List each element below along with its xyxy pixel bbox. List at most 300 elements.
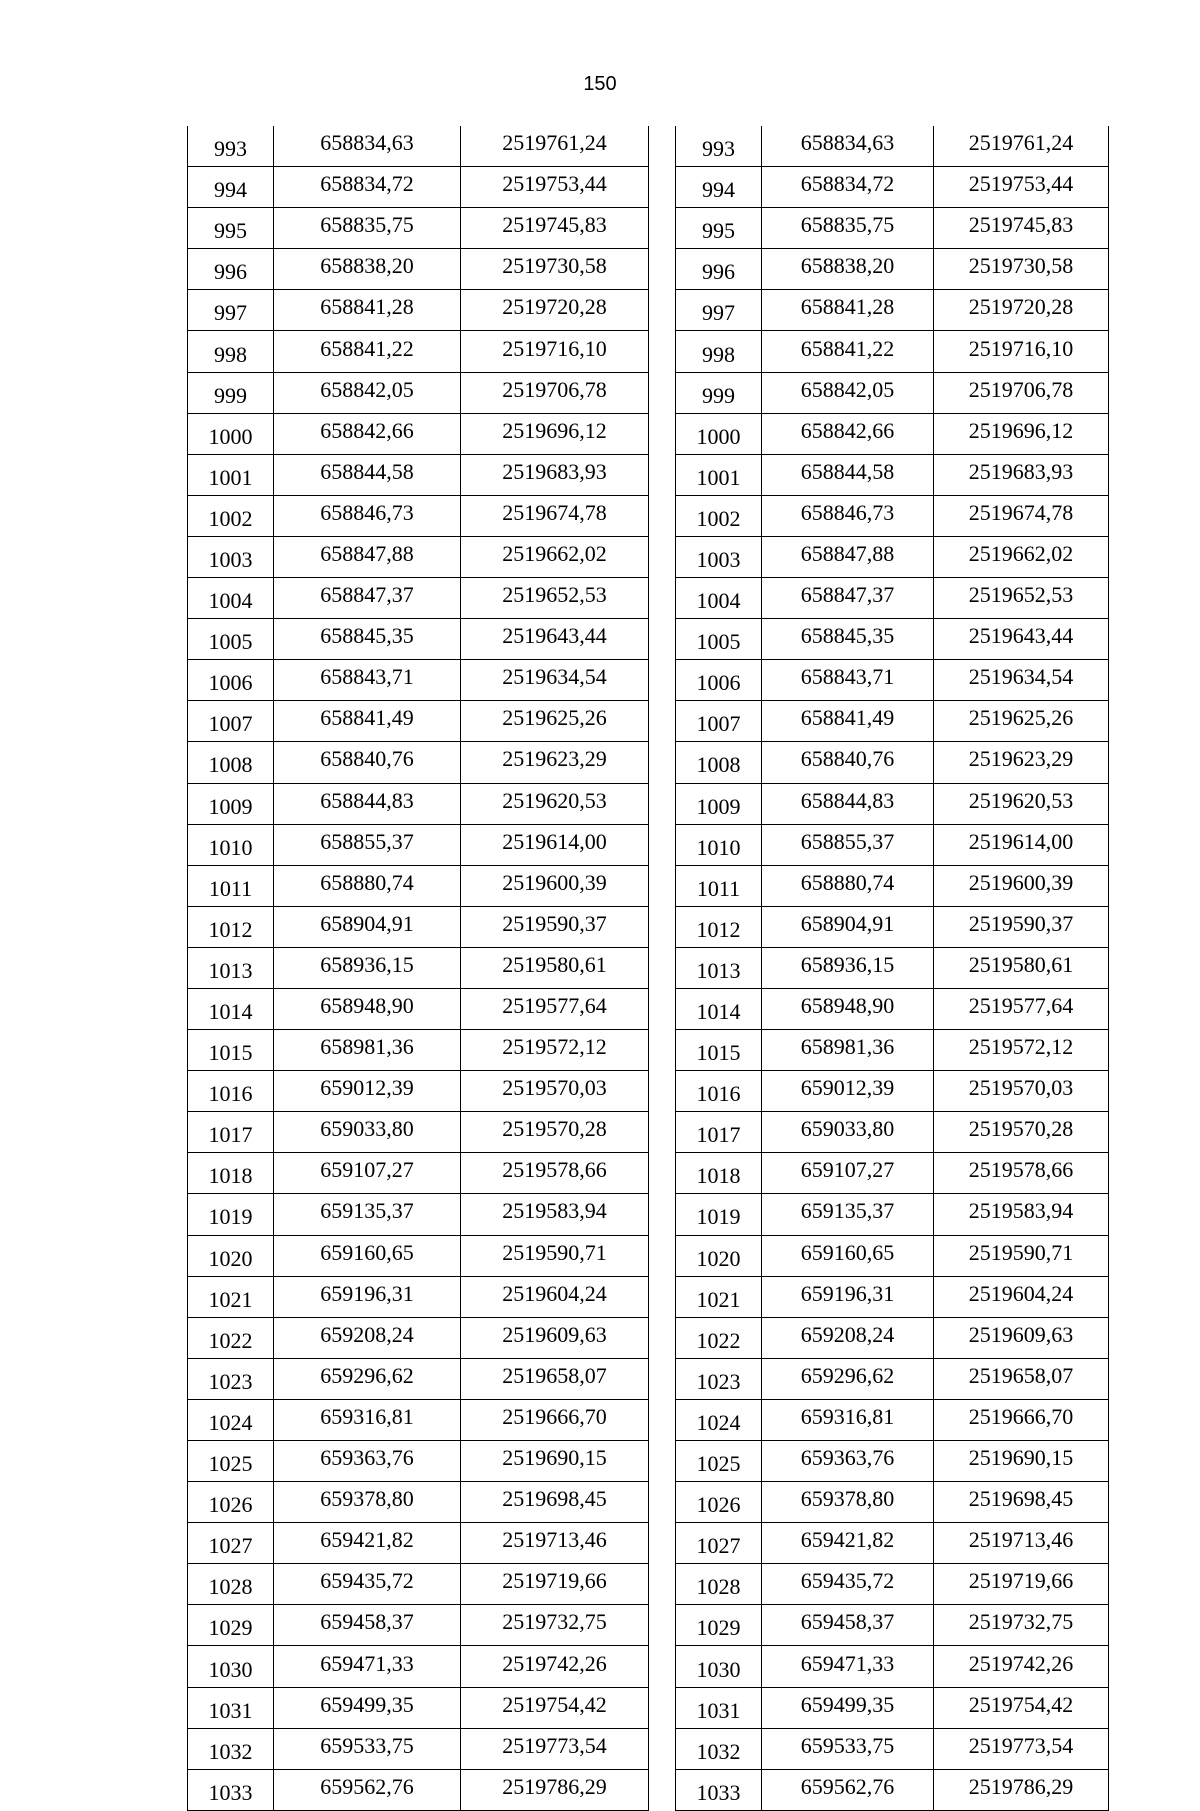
point-number-cell: 1021: [676, 1276, 762, 1317]
point-number-cell: 1010: [676, 824, 762, 865]
table-row: [188, 619, 649, 660]
point-number-cell: 1022: [188, 1317, 274, 1358]
point-number-cell: 1030: [676, 1646, 762, 1687]
y-coordinate-cell: 2519683,93: [461, 454, 649, 495]
x-coordinate-cell: 658838,20: [274, 249, 461, 290]
point-number-cell: 993: [188, 126, 274, 167]
point-number-cell: 997: [676, 290, 762, 331]
table-row: [676, 1441, 1109, 1482]
point-number-cell: 1033: [676, 1769, 762, 1810]
x-coordinate-cell: 659135,37: [274, 1194, 461, 1235]
point-number-cell: 997: [188, 290, 274, 331]
x-coordinate-cell: 659562,76: [274, 1769, 461, 1810]
x-coordinate-cell: 658842,05: [762, 372, 934, 413]
table-row: [676, 578, 1109, 619]
x-coordinate-cell: 659533,75: [274, 1728, 461, 1769]
y-coordinate-cell: 2519570,03: [461, 1071, 649, 1112]
y-coordinate-cell: 2519625,26: [461, 701, 649, 742]
point-number-cell: 1014: [188, 988, 274, 1029]
table-row: [676, 619, 1109, 660]
y-coordinate-cell: 2519719,66: [461, 1564, 649, 1605]
y-coordinate-cell: 2519583,94: [461, 1194, 649, 1235]
y-coordinate-cell: 2519600,39: [934, 865, 1109, 906]
point-number-cell: 998: [188, 331, 274, 372]
x-coordinate-cell: 658844,83: [762, 783, 934, 824]
y-coordinate-cell: 2519698,45: [461, 1482, 649, 1523]
x-coordinate-cell: 658936,15: [274, 947, 461, 988]
x-coordinate-cell: 659316,81: [274, 1399, 461, 1440]
x-coordinate-cell: 658981,36: [762, 1030, 934, 1071]
table-row: [676, 1564, 1109, 1605]
y-coordinate-cell: 2519662,02: [461, 536, 649, 577]
y-coordinate-cell: 2519742,26: [461, 1646, 649, 1687]
y-coordinate-cell: 2519590,37: [461, 906, 649, 947]
table-row: [676, 824, 1109, 865]
point-number-cell: 1003: [188, 536, 274, 577]
y-coordinate-cell: 2519745,83: [461, 208, 649, 249]
table-row: [676, 454, 1109, 495]
x-coordinate-cell: 659208,24: [274, 1317, 461, 1358]
table-row: [676, 1358, 1109, 1399]
table-row: [676, 1769, 1109, 1810]
x-coordinate-cell: 658841,49: [274, 701, 461, 742]
table-row: [676, 536, 1109, 577]
y-coordinate-cell: 2519577,64: [934, 988, 1109, 1029]
x-coordinate-cell: 658880,74: [762, 865, 934, 906]
table-row: [188, 824, 649, 865]
x-coordinate-cell: 659033,80: [762, 1112, 934, 1153]
point-number-cell: 1006: [676, 660, 762, 701]
x-coordinate-cell: 659421,82: [762, 1523, 934, 1564]
point-number-cell: 1004: [676, 578, 762, 619]
y-coordinate-cell: 2519706,78: [934, 372, 1109, 413]
table-row: [188, 1646, 649, 1687]
x-coordinate-cell: 659107,27: [762, 1153, 934, 1194]
point-number-cell: 996: [188, 249, 274, 290]
table-row: [676, 331, 1109, 372]
point-number-cell: 1002: [676, 495, 762, 536]
x-coordinate-cell: 658838,20: [762, 249, 934, 290]
table-row: [676, 1399, 1109, 1440]
point-number-cell: 1006: [188, 660, 274, 701]
x-coordinate-cell: 658842,66: [762, 413, 934, 454]
y-coordinate-cell: 2519713,46: [461, 1523, 649, 1564]
y-coordinate-cell: 2519732,75: [461, 1605, 649, 1646]
x-coordinate-cell: 659135,37: [762, 1194, 934, 1235]
y-coordinate-cell: 2519732,75: [934, 1605, 1109, 1646]
table-row: [188, 701, 649, 742]
point-number-cell: 1021: [188, 1276, 274, 1317]
y-coordinate-cell: 2519580,61: [934, 947, 1109, 988]
y-coordinate-cell: 2519614,00: [934, 824, 1109, 865]
y-coordinate-cell: 2519623,29: [461, 742, 649, 783]
point-number-cell: 1016: [188, 1071, 274, 1112]
x-coordinate-cell: 658841,22: [762, 331, 934, 372]
point-number-cell: 1014: [676, 988, 762, 1029]
table-row: [188, 742, 649, 783]
table-row: [188, 495, 649, 536]
x-coordinate-cell: 658834,72: [274, 167, 461, 208]
table-row: [676, 947, 1109, 988]
table-row: [188, 1482, 649, 1523]
table-row: [188, 454, 649, 495]
table-row: [188, 988, 649, 1029]
x-coordinate-cell: 658845,35: [762, 619, 934, 660]
table-row: [676, 660, 1109, 701]
table-row: [676, 1276, 1109, 1317]
table-row: [188, 660, 649, 701]
point-number-cell: 1009: [188, 783, 274, 824]
table-row: [676, 865, 1109, 906]
y-coordinate-cell: 2519706,78: [461, 372, 649, 413]
y-coordinate-cell: 2519754,42: [461, 1687, 649, 1728]
point-number-cell: 1003: [676, 536, 762, 577]
table-row: [676, 495, 1109, 536]
y-coordinate-cell: 2519609,63: [934, 1317, 1109, 1358]
table-row: [188, 947, 649, 988]
coordinates-table-left: [187, 126, 649, 1811]
table-row: [188, 208, 649, 249]
point-number-cell: 1027: [676, 1523, 762, 1564]
y-coordinate-cell: 2519674,78: [934, 495, 1109, 536]
y-coordinate-cell: 2519614,00: [461, 824, 649, 865]
page-number: 150: [583, 73, 617, 95]
point-number-cell: 1031: [676, 1687, 762, 1728]
x-coordinate-cell: 659296,62: [762, 1358, 934, 1399]
point-number-cell: 1025: [676, 1441, 762, 1482]
y-coordinate-cell: 2519600,39: [461, 865, 649, 906]
y-coordinate-cell: 2519652,53: [934, 578, 1109, 619]
table-row: [188, 1235, 649, 1276]
coordinates-table-body: [676, 126, 1109, 1810]
x-coordinate-cell: 659378,80: [762, 1482, 934, 1523]
point-number-cell: 996: [676, 249, 762, 290]
y-coordinate-cell: 2519590,37: [934, 906, 1109, 947]
y-coordinate-cell: 2519634,54: [934, 660, 1109, 701]
table-row: [188, 1441, 649, 1482]
y-coordinate-cell: 2519604,24: [461, 1276, 649, 1317]
point-number-cell: 998: [676, 331, 762, 372]
y-coordinate-cell: 2519683,93: [934, 454, 1109, 495]
x-coordinate-cell: 659033,80: [274, 1112, 461, 1153]
point-number-cell: 1028: [676, 1564, 762, 1605]
x-coordinate-cell: 658847,37: [274, 578, 461, 619]
point-number-cell: 1000: [188, 413, 274, 454]
x-coordinate-cell: 658834,63: [274, 126, 461, 167]
y-coordinate-cell: 2519572,12: [934, 1030, 1109, 1071]
point-number-cell: 1030: [188, 1646, 274, 1687]
y-coordinate-cell: 2519730,58: [934, 249, 1109, 290]
point-number-cell: 1001: [188, 454, 274, 495]
point-number-cell: 1022: [676, 1317, 762, 1358]
y-coordinate-cell: 2519583,94: [934, 1194, 1109, 1235]
table-row: [188, 1153, 649, 1194]
x-coordinate-cell: 659499,35: [274, 1687, 461, 1728]
x-coordinate-cell: 658834,63: [762, 126, 934, 167]
point-number-cell: 1017: [676, 1112, 762, 1153]
table-row: [188, 372, 649, 413]
y-coordinate-cell: 2519753,44: [461, 167, 649, 208]
table-row: [676, 783, 1109, 824]
table-row: [188, 290, 649, 331]
y-coordinate-cell: 2519590,71: [461, 1235, 649, 1276]
x-coordinate-cell: 659196,31: [274, 1276, 461, 1317]
y-coordinate-cell: 2519570,03: [934, 1071, 1109, 1112]
x-coordinate-cell: 659435,72: [274, 1564, 461, 1605]
y-coordinate-cell: 2519761,24: [461, 126, 649, 167]
table-row: [676, 126, 1109, 167]
x-coordinate-cell: 658841,49: [762, 701, 934, 742]
x-coordinate-cell: 658855,37: [762, 824, 934, 865]
table-row: [676, 988, 1109, 1029]
y-coordinate-cell: 2519623,29: [934, 742, 1109, 783]
x-coordinate-cell: 659458,37: [762, 1605, 934, 1646]
x-coordinate-cell: 659421,82: [274, 1523, 461, 1564]
x-coordinate-cell: 659458,37: [274, 1605, 461, 1646]
x-coordinate-cell: 659363,76: [762, 1441, 934, 1482]
point-number-cell: 1018: [676, 1153, 762, 1194]
point-number-cell: 1028: [188, 1564, 274, 1605]
table-row: [188, 1605, 649, 1646]
y-coordinate-cell: 2519652,53: [461, 578, 649, 619]
table-row: [188, 1769, 649, 1810]
table-row: [188, 1030, 649, 1071]
y-coordinate-cell: 2519643,44: [934, 619, 1109, 660]
x-coordinate-cell: 658844,58: [762, 454, 934, 495]
y-coordinate-cell: 2519690,15: [934, 1441, 1109, 1482]
y-coordinate-cell: 2519720,28: [461, 290, 649, 331]
table-row: [188, 249, 649, 290]
point-number-cell: 1012: [188, 906, 274, 947]
x-coordinate-cell: 658948,90: [762, 988, 934, 1029]
y-coordinate-cell: 2519577,64: [461, 988, 649, 1029]
table-row: [188, 783, 649, 824]
x-coordinate-cell: 659208,24: [762, 1317, 934, 1358]
y-coordinate-cell: 2519590,71: [934, 1235, 1109, 1276]
point-number-cell: 1008: [188, 742, 274, 783]
point-number-cell: 1011: [676, 865, 762, 906]
y-coordinate-cell: 2519754,42: [934, 1687, 1109, 1728]
point-number-cell: 1015: [188, 1030, 274, 1071]
y-coordinate-cell: 2519604,24: [934, 1276, 1109, 1317]
x-coordinate-cell: 658845,35: [274, 619, 461, 660]
table-row: [676, 290, 1109, 331]
x-coordinate-cell: 659363,76: [274, 1441, 461, 1482]
table-row: [676, 208, 1109, 249]
point-number-cell: 1019: [188, 1194, 274, 1235]
y-coordinate-cell: 2519719,66: [934, 1564, 1109, 1605]
point-number-cell: 1024: [188, 1399, 274, 1440]
point-number-cell: 1010: [188, 824, 274, 865]
table-row: [676, 1194, 1109, 1235]
x-coordinate-cell: 658846,73: [762, 495, 934, 536]
x-coordinate-cell: 659012,39: [274, 1071, 461, 1112]
table-row: [676, 1317, 1109, 1358]
point-number-cell: 1020: [188, 1235, 274, 1276]
x-coordinate-cell: 658844,83: [274, 783, 461, 824]
x-coordinate-cell: 658847,88: [762, 536, 934, 577]
table-row: [188, 167, 649, 208]
x-coordinate-cell: 658834,72: [762, 167, 934, 208]
point-number-cell: 1005: [188, 619, 274, 660]
point-number-cell: 1009: [676, 783, 762, 824]
table-row: [188, 1317, 649, 1358]
point-number-cell: 1017: [188, 1112, 274, 1153]
y-coordinate-cell: 2519742,26: [934, 1646, 1109, 1687]
point-number-cell: 1002: [188, 495, 274, 536]
table-row: [188, 1358, 649, 1399]
table-row: [676, 906, 1109, 947]
y-coordinate-cell: 2519713,46: [934, 1523, 1109, 1564]
table-row: [188, 331, 649, 372]
x-coordinate-cell: 658936,15: [762, 947, 934, 988]
y-coordinate-cell: 2519761,24: [934, 126, 1109, 167]
point-number-cell: 1029: [188, 1605, 274, 1646]
x-coordinate-cell: 658835,75: [762, 208, 934, 249]
table-row: [676, 1605, 1109, 1646]
y-coordinate-cell: 2519570,28: [934, 1112, 1109, 1153]
point-number-cell: 1032: [676, 1728, 762, 1769]
x-coordinate-cell: 659196,31: [762, 1276, 934, 1317]
x-coordinate-cell: 658843,71: [274, 660, 461, 701]
x-coordinate-cell: 658844,58: [274, 454, 461, 495]
y-coordinate-cell: 2519620,53: [934, 783, 1109, 824]
table-row: [676, 1482, 1109, 1523]
x-coordinate-cell: 658842,05: [274, 372, 461, 413]
y-coordinate-cell: 2519634,54: [461, 660, 649, 701]
y-coordinate-cell: 2519620,53: [461, 783, 649, 824]
table-row: [676, 1153, 1109, 1194]
x-coordinate-cell: 658846,73: [274, 495, 461, 536]
y-coordinate-cell: 2519690,15: [461, 1441, 649, 1482]
point-number-cell: 1015: [676, 1030, 762, 1071]
table-row: [676, 1030, 1109, 1071]
table-row: [188, 1194, 649, 1235]
x-coordinate-cell: 658904,91: [762, 906, 934, 947]
table-row: [188, 1071, 649, 1112]
coordinates-table-right: [675, 126, 1109, 1811]
table-row: [188, 1523, 649, 1564]
y-coordinate-cell: 2519666,70: [461, 1399, 649, 1440]
x-coordinate-cell: 658847,88: [274, 536, 461, 577]
point-number-cell: 1025: [188, 1441, 274, 1482]
point-number-cell: 1013: [188, 947, 274, 988]
x-coordinate-cell: 658904,91: [274, 906, 461, 947]
y-coordinate-cell: 2519578,66: [934, 1153, 1109, 1194]
x-coordinate-cell: 659499,35: [762, 1687, 934, 1728]
table-row: [188, 1276, 649, 1317]
point-number-cell: 1029: [676, 1605, 762, 1646]
point-number-cell: 1005: [676, 619, 762, 660]
x-coordinate-cell: 658948,90: [274, 988, 461, 1029]
table-row: [676, 1687, 1109, 1728]
y-coordinate-cell: 2519773,54: [461, 1728, 649, 1769]
table-row: [188, 1399, 649, 1440]
table-row: [188, 865, 649, 906]
table-row: [676, 1646, 1109, 1687]
table-row: [676, 1071, 1109, 1112]
table-row: [188, 1687, 649, 1728]
x-coordinate-cell: 659107,27: [274, 1153, 461, 1194]
x-coordinate-cell: 658842,66: [274, 413, 461, 454]
x-coordinate-cell: 659378,80: [274, 1482, 461, 1523]
table-row: [676, 249, 1109, 290]
y-coordinate-cell: 2519720,28: [934, 290, 1109, 331]
y-coordinate-cell: 2519658,07: [934, 1358, 1109, 1399]
point-number-cell: 1018: [188, 1153, 274, 1194]
x-coordinate-cell: 658880,74: [274, 865, 461, 906]
x-coordinate-cell: 658841,28: [274, 290, 461, 331]
table-row: [188, 536, 649, 577]
y-coordinate-cell: 2519625,26: [934, 701, 1109, 742]
point-number-cell: 999: [188, 372, 274, 413]
point-number-cell: 995: [676, 208, 762, 249]
table-row: [676, 701, 1109, 742]
point-number-cell: 1033: [188, 1769, 274, 1810]
point-number-cell: 1012: [676, 906, 762, 947]
x-coordinate-cell: 659471,33: [274, 1646, 461, 1687]
x-coordinate-cell: 659533,75: [762, 1728, 934, 1769]
point-number-cell: 1023: [676, 1358, 762, 1399]
point-number-cell: 1007: [188, 701, 274, 742]
point-number-cell: 1007: [676, 701, 762, 742]
point-number-cell: 1023: [188, 1358, 274, 1399]
y-coordinate-cell: 2519745,83: [934, 208, 1109, 249]
y-coordinate-cell: 2519609,63: [461, 1317, 649, 1358]
point-number-cell: 1020: [676, 1235, 762, 1276]
x-coordinate-cell: 658840,76: [762, 742, 934, 783]
y-coordinate-cell: 2519773,54: [934, 1728, 1109, 1769]
point-number-cell: 1026: [676, 1482, 762, 1523]
point-number-cell: 1004: [188, 578, 274, 619]
x-coordinate-cell: 659471,33: [762, 1646, 934, 1687]
point-number-cell: 1001: [676, 454, 762, 495]
point-number-cell: 1013: [676, 947, 762, 988]
point-number-cell: 999: [676, 372, 762, 413]
table-row: [188, 1728, 649, 1769]
x-coordinate-cell: 658841,22: [274, 331, 461, 372]
table-row: [188, 578, 649, 619]
point-number-cell: 1011: [188, 865, 274, 906]
y-coordinate-cell: 2519716,10: [934, 331, 1109, 372]
x-coordinate-cell: 659296,62: [274, 1358, 461, 1399]
y-coordinate-cell: 2519730,58: [461, 249, 649, 290]
table-row: [676, 372, 1109, 413]
y-coordinate-cell: 2519666,70: [934, 1399, 1109, 1440]
y-coordinate-cell: 2519786,29: [461, 1769, 649, 1810]
y-coordinate-cell: 2519753,44: [934, 167, 1109, 208]
table-row: [188, 126, 649, 167]
table-row: [676, 1112, 1109, 1153]
x-coordinate-cell: 659160,65: [762, 1235, 934, 1276]
table-row: [676, 167, 1109, 208]
table-row: [676, 1523, 1109, 1564]
table-row: [188, 1564, 649, 1605]
y-coordinate-cell: 2519578,66: [461, 1153, 649, 1194]
x-coordinate-cell: 659562,76: [762, 1769, 934, 1810]
table-row: [676, 742, 1109, 783]
point-number-cell: 1016: [676, 1071, 762, 1112]
point-number-cell: 993: [676, 126, 762, 167]
table-row: [676, 413, 1109, 454]
point-number-cell: 1024: [676, 1399, 762, 1440]
x-coordinate-cell: 658841,28: [762, 290, 934, 331]
y-coordinate-cell: 2519696,12: [934, 413, 1109, 454]
table-row: [676, 1235, 1109, 1276]
x-coordinate-cell: 659435,72: [762, 1564, 934, 1605]
y-coordinate-cell: 2519674,78: [461, 495, 649, 536]
x-coordinate-cell: 658840,76: [274, 742, 461, 783]
